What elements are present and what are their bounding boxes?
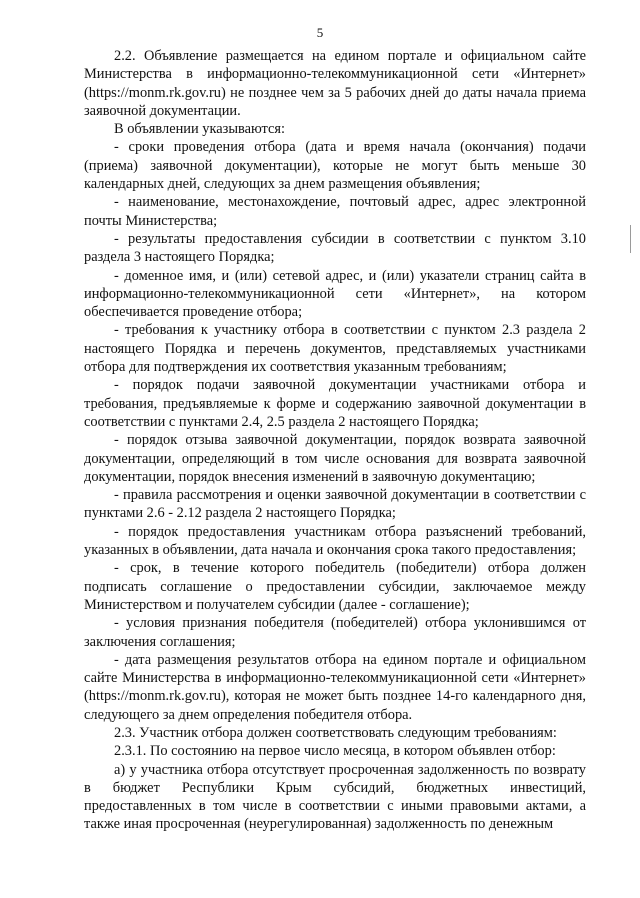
paragraph: - наименование, местонахождение, почтовый адрес, адрес электронной почты Министерства; xyxy=(84,194,586,229)
paragraph: а) у участника отбора отсутствует просроченная задолженность по возврату в бюджет Республики Крым субсидий, бюджетных инвестиций, предоставленных в том числе в соответствии с иными правовыми актами, а также иная просроченная (неурегулированная) задолженность по денежным xyxy=(84,761,586,833)
paragraph: - условия признания победителя (победителей) отбора уклонившимся от заключения соглашения; xyxy=(84,615,586,650)
paragraph: 2.3. Участник отбора должен соответствовать следующим требованиям: xyxy=(114,724,557,741)
paragraph: - дата размещения результатов отбора на едином портале и официальном сайте Министерства в информационно-телекоммуникационной сети «Интернет» (https://monm.rk.gov.ru), которая не может быть позднее 14-го календарного дня, следующего за днем определения победителя отбора. xyxy=(84,651,586,723)
paragraph: 2.2. Объявление размещается на едином портале и официальном сайте Министерства в информационно-телекоммуникационной сети «Интернет» (https://monm.rk.gov.ru) не позднее чем за 5 рабочих дней до даты начала приема заявочной документации. xyxy=(84,48,586,119)
paragraph: - сроки проведения отбора (дата и время начала (окончания) подачи (приема) заявочной документации), которые не могут быть меньше 30 календарных дней, следующих за днем размещения объявления; xyxy=(84,139,586,193)
paragraph: - срок, в течение которого победитель (победители) отбора должен подписать соглашение о предоставлении субсидии, заключаемое между Министерством и получателем субсидии (далее - соглашение); xyxy=(84,560,586,613)
scan-artifact xyxy=(630,225,631,253)
paragraph: В объявлении указываются: xyxy=(114,121,286,138)
paragraph: - результаты предоставления субсидии в соответствии с пунктом 3.10 раздела 3 настоящего Порядка; xyxy=(84,230,586,266)
document-body xyxy=(84,47,586,834)
page-number: 5 xyxy=(316,25,324,40)
paragraph: - порядок предоставления участникам отбора разъяснений требований, указанных в объявлении, дата начала и окончания срока такого предоставления; xyxy=(84,523,586,559)
paragraph: 2.3.1. По состоянию на первое число месяца, в котором объявлен отбор: xyxy=(114,743,556,760)
paragraph: - требования к участнику отбора в соответствии с пунктом 2.3 раздела 2 настоящего Порядка и перечень документов, представляемых участниками отбора для подтверждения их соответствия указанным требованиям; xyxy=(84,322,586,376)
paragraph: - доменное имя, и (или) сетевой адрес, и (или) указатели страниц сайта в информационно-телекоммуникационной сети «Интернет», на котором обеспечивается проведение отбора; xyxy=(84,267,586,321)
paragraph: - порядок отзыва заявочной документации, порядок возврата заявочной документации, определяющий в том числе основания для возврата заявочной документации, порядок внесения изменений в заявочную документацию; xyxy=(84,432,586,485)
paragraph: - порядок подачи заявочной документации участниками отбора и требования, предъявляемые к форме и содержанию заявочной документации в соответствии с пунктами 2.4, 2.5 раздела 2 настоящего Порядка; xyxy=(84,377,586,430)
paragraph: - правила рассмотрения и оценки заявочной документации в соответствии с пунктами 2.6 - 2.12 раздела 2 настоящего Порядка; xyxy=(84,487,586,522)
